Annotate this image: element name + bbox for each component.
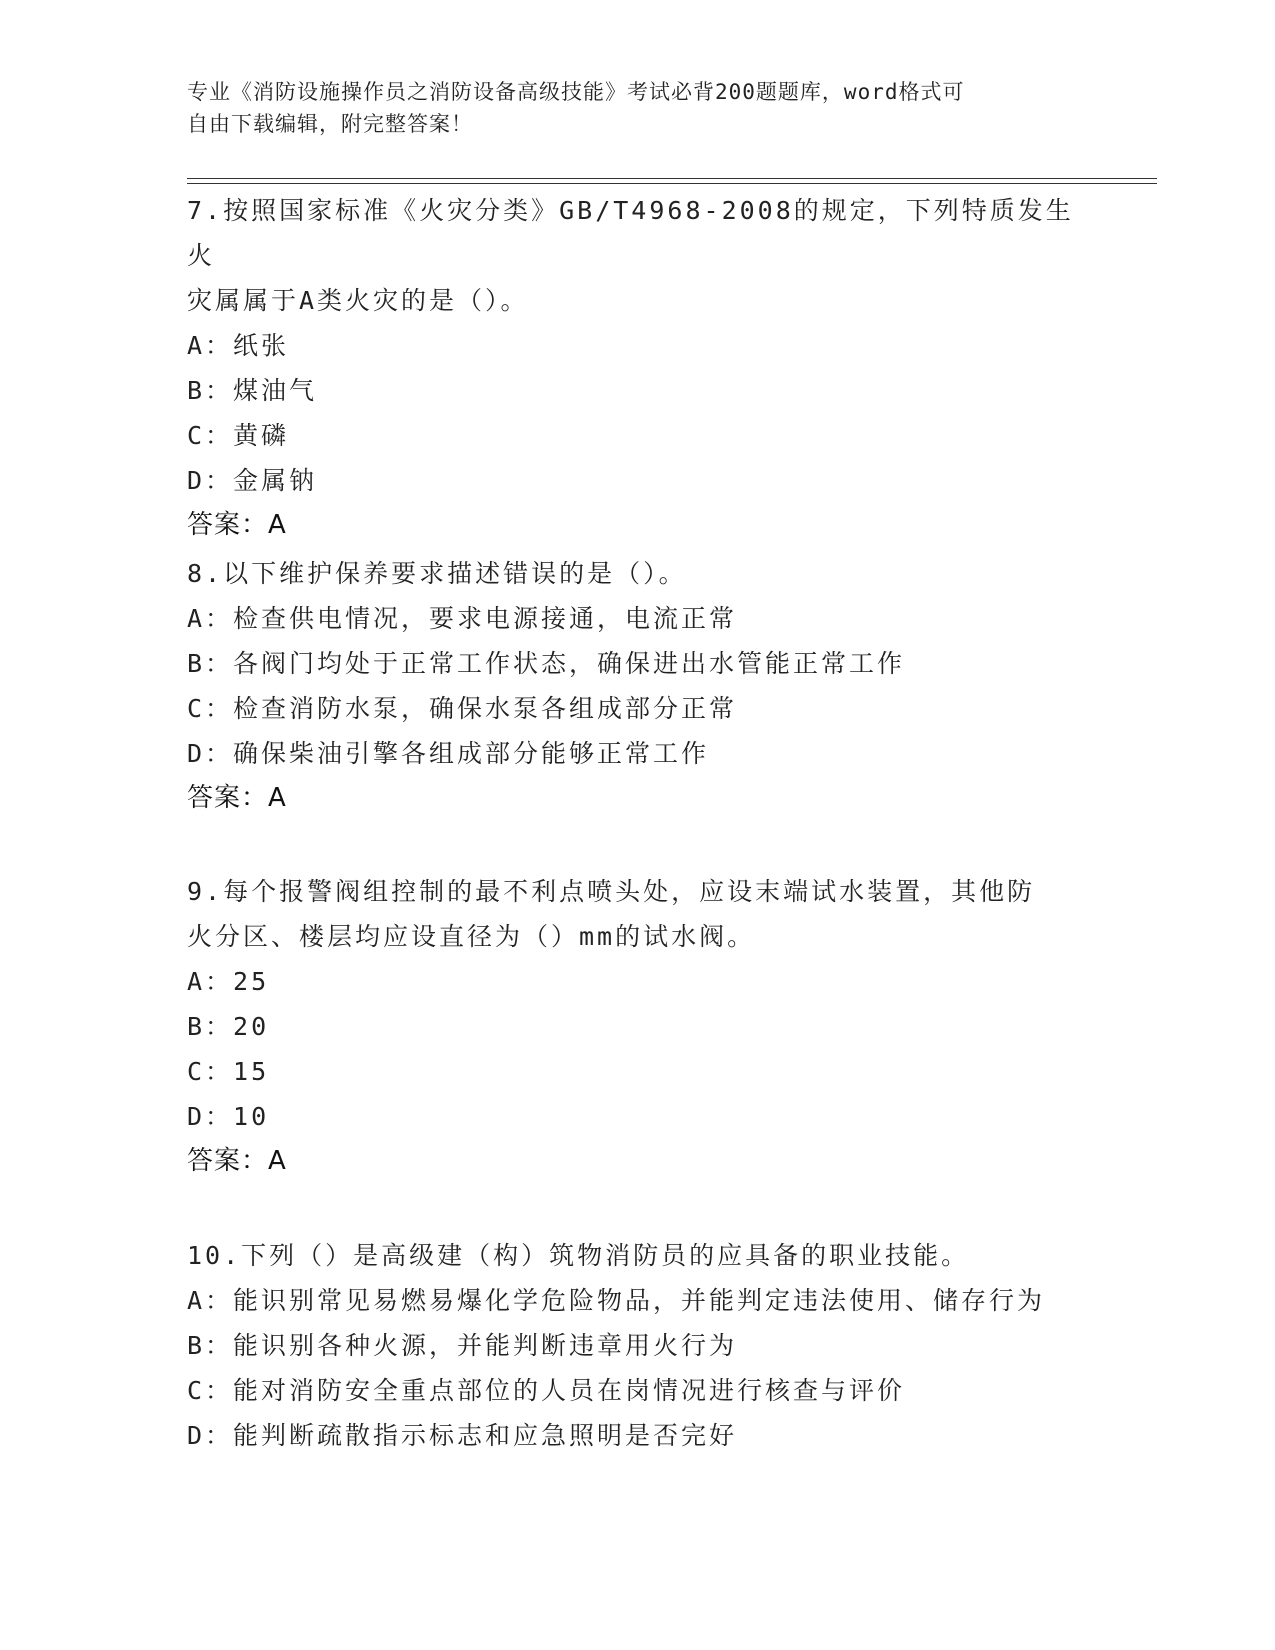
option-a: A：25 [187,967,270,996]
option-a: A：纸张 [187,331,290,360]
answer: 答案：A [187,510,287,540]
question-stem-line-2: 火分区、楼层均应设直径为（）mm的试水阀。 [187,922,756,951]
header-line-1: 专业《消防设施操作员之消防设备高级技能》考试必背200题题库，word格式可 [187,80,965,104]
option-d: D：能判断疏散指示标志和应急照明是否完好 [187,1421,738,1450]
option-a: A：检查供电情况，要求电源接通，电流正常 [187,604,738,633]
answer: 答案：A [187,1146,287,1176]
header-divider-bottom [187,183,1157,184]
header-line-2: 自由下载编辑，附完整答案！ [187,112,473,136]
header-divider-top [187,178,1157,179]
option-b: B：各阀门均处于正常工作状态，确保进出水管能正常工作 [187,649,906,678]
question-8 [187,551,1087,821]
question-9 [187,869,1087,1184]
option-b: B：煤油气 [187,376,318,405]
option-a: A：能识别常见易燃易爆化学危险物品，并能判定违法使用、储存行为 [187,1286,1046,1315]
question-stem-line-1: 9.每个报警阀组控制的最不利点喷头处，应设末端试水装置，其他防 [187,877,1036,906]
option-b: B：能识别各种火源，并能判断违章用火行为 [187,1331,738,1360]
option-d: D：10 [187,1102,270,1131]
option-d: D：金属钠 [187,466,318,495]
question-10 [187,1233,1087,1458]
option-c: C：能对消防安全重点部位的人员在岗情况进行核查与评价 [187,1376,906,1405]
question-stem-line-2: 灾属属于A类火灾的是（）。 [187,286,529,315]
option-c: C：15 [187,1057,270,1086]
option-c: C：检查消防水泵，确保水泵各组成部分正常 [187,694,738,723]
answer: 答案：A [187,783,287,813]
option-c: C：黄磷 [187,421,290,450]
option-b: B：20 [187,1012,270,1041]
option-d: D：确保柴油引擎各组成部分能够正常工作 [187,739,710,768]
question-stem-line-1: 10.下列（）是高级建（构）筑物消防员的应具备的职业技能。 [187,1241,970,1270]
question-stem-line-1: 8.以下维护保养要求描述错误的是（）。 [187,559,687,588]
question-7 [187,188,1087,548]
document-header [187,76,1087,140]
question-stem-line-1: 7.按照国家标准《火灾分类》GB/T4968-2008的规定，下列特质发生火 [187,196,1074,270]
